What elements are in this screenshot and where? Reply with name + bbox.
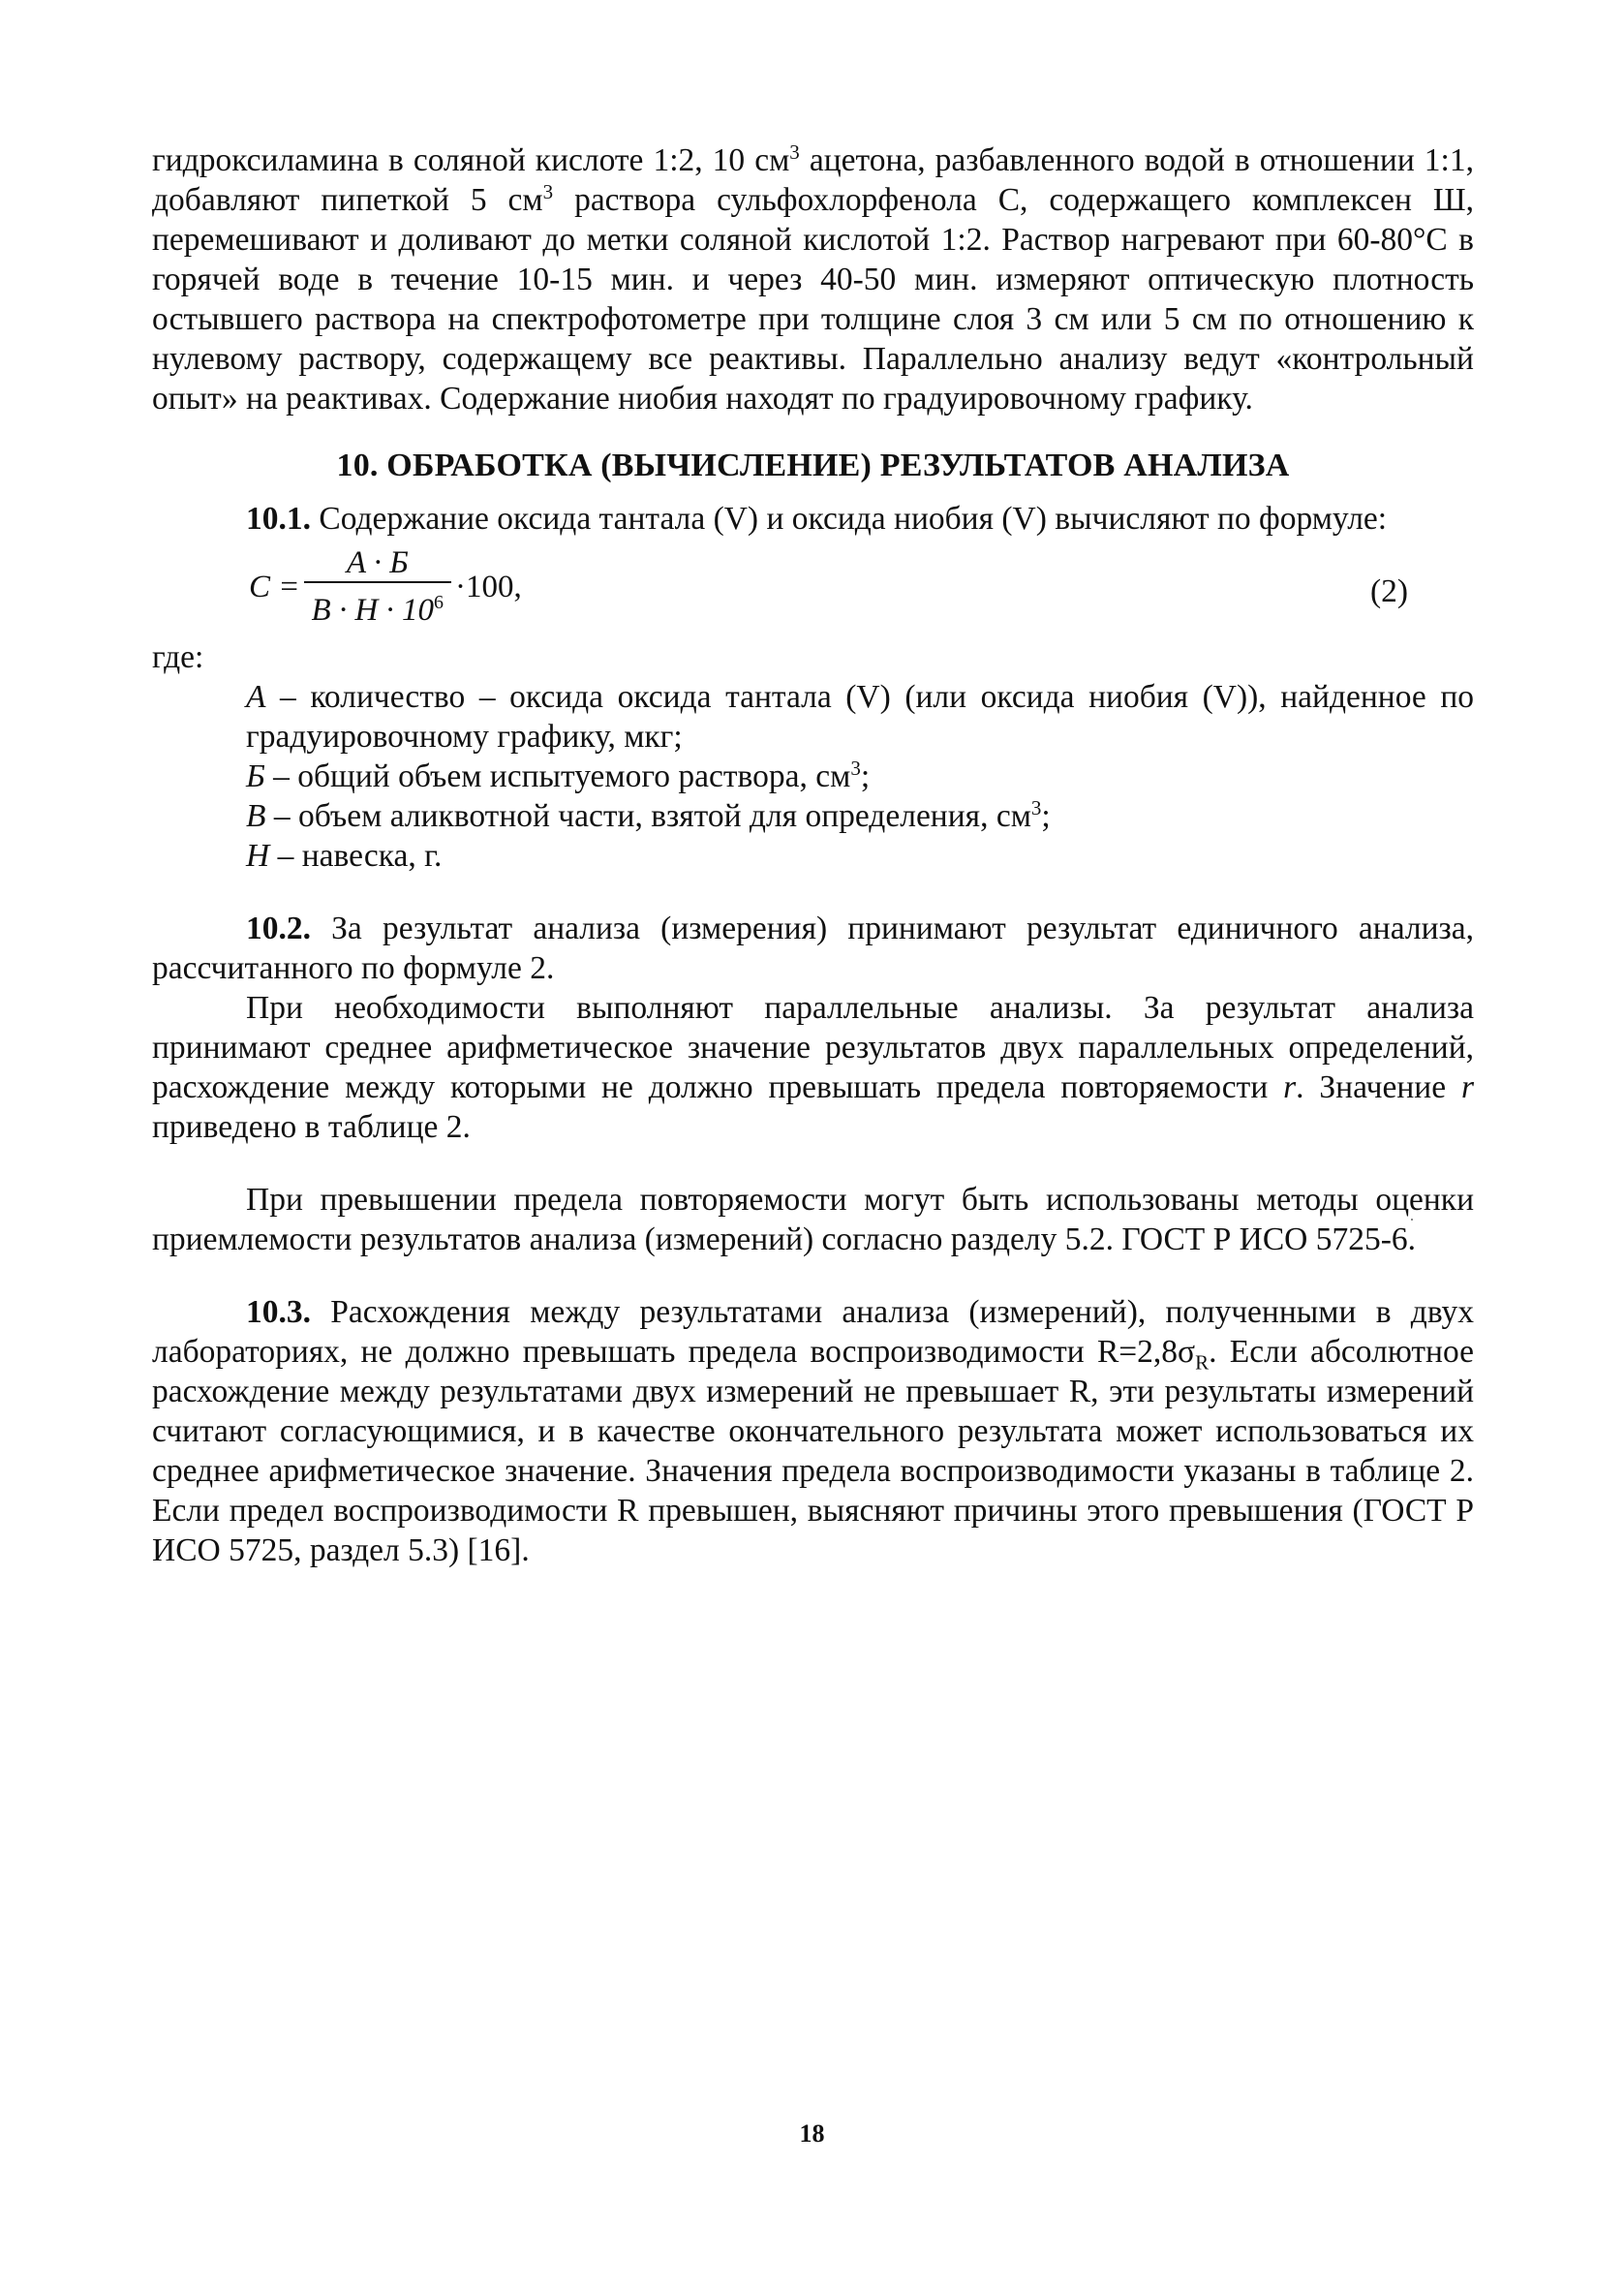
parallel-text-1: При необходимости выполняют параллельные анализы. За результат анализа принимают среднее арифметическое значение результатов двух параллельных определений, расхождение между которыми не должно превышать предела повторяемости (152, 990, 1474, 1105)
clause-10-2-text: За результат анализа (измерения) принимают результат единичного анализа, рассчитанного по формуле 2. (152, 911, 1474, 986)
formula-exponent: 6 (434, 592, 444, 613)
definition-v-end: ; (1041, 798, 1051, 834)
formula-label: (2) (1369, 573, 1408, 609)
clause-10-3-text-1: Расхождения между результатами анализа (измерений), полученными в двух лабораториях, не должно превышать предела воспроизводимости R=2,8σ (152, 1294, 1474, 1370)
clause-10-3-text-2: . Если абсолютное расхождение между результатами двух измерений не превышает R, эти результаты измерений считают согласующимися, и в качестве окончательного результата может использоваться их среднее арифметическое значение. Значения предела воспроизводимости указаны в таблице 2. Если предел воспроизводимости R превышен, выясняют причины этого превышения (ГОСТ Р ИСО 5725, раздел 5.3) [16]. (152, 1334, 1475, 1568)
parallel-text-2: . Значение (1296, 1069, 1461, 1105)
parallel-r-symbol-2: r (1460, 1069, 1474, 1105)
definition-v-sup: 3 (1030, 795, 1042, 819)
clause-10-1 (152, 499, 1474, 539)
definition-b-sup: 3 (850, 756, 861, 780)
formula-numerator: A · Б (346, 545, 409, 580)
parallel-r-symbol-1: r (1283, 1069, 1297, 1105)
parallel-analyses-paragraph (152, 988, 1474, 1147)
definition-a-symbol: A (246, 679, 266, 715)
formula-denominator (304, 581, 452, 630)
formula (249, 544, 522, 630)
formula-lhs: C = (249, 569, 300, 604)
intro-text-2: ацетона, разбавленного водой в отношении 1:1, добавляют пипеткой 5 см (152, 142, 1474, 218)
definition-v-text: – объем аликвотной части, взятой для определения, см (265, 798, 1031, 834)
page-content (152, 140, 1474, 1570)
definition-h-symbol: H (246, 838, 270, 874)
definition-b (152, 757, 1474, 796)
intro-text-3: раствора сульфохлорфенола С, содержащего комплексен Ш, перемешивают и доливают до метки соляной кислотой 1:2. Раствор нагревают при 60-80°С в горячей воде в течение 10-15 мин. и через 40-50 мин. измеряют оптическую плотность остывшего раствора на спектрофотометре при толщине слоя 3 см или 5 см по отношению к нулевому раствору, содержащему все реактивы. Параллельно анализу ведут «контрольный опыт» на реактивах. Содержание ниобия находят по градуировочному графику. (152, 182, 1474, 417)
clause-10-3-number: 10.3. (246, 1294, 311, 1330)
definition-a-text: – количество – оксида оксида тантала (V) (или оксида ниобия (V)), найденное по градуировочному графику, мкг; (246, 679, 1474, 755)
page-number: 18 (799, 2119, 825, 2148)
intro-text-1: гидроксиламина в соляной кислоте 1:2, 10 см (152, 142, 790, 178)
where-label: где: (152, 639, 204, 675)
exceed-paragraph: При превышении предела повторяемости могут быть использованы методы оценки приемлемости результатов анализа (измерений) согласно разделу 5.2. ГОСТ Р ИСО 5725-6. (152, 1182, 1474, 1257)
intro-sup-2: 3 (542, 179, 554, 203)
clause-10-3 (152, 1292, 1474, 1570)
definition-b-text: – общий объем испытуемого раствора, см (264, 758, 851, 794)
clause-10-1-number: 10.1. (246, 501, 311, 537)
formula-row (152, 544, 1474, 637)
clause-10-2 (152, 909, 1474, 988)
clause-10-3-subscript: R (1195, 1350, 1210, 1375)
definition-h-text: – навеска, г. (269, 838, 443, 874)
parallel-text-3: приведено в таблице 2. (152, 1109, 471, 1145)
formula-denominator-text: B · H · 10 (311, 593, 435, 628)
formula-tail: ·100, (455, 569, 522, 604)
definition-b-symbol: Б (246, 758, 265, 794)
definition-b-end: ; (860, 758, 871, 794)
formula-fraction (304, 544, 452, 630)
clause-10-2-number: 10.2. (246, 911, 311, 946)
intro-paragraph (152, 140, 1474, 418)
definition-a (152, 677, 1474, 757)
clause-10-1-text: Содержание оксида тантала (V) и оксида ниобия (V) вычисляют по формуле: (311, 501, 1388, 537)
intro-sup-1: 3 (789, 139, 800, 164)
scan-speck (1411, 1219, 1413, 1221)
section-heading: 10. ОБРАБОТКА (ВЫЧИСЛЕНИЕ) РЕЗУЛЬТАТОВ АНАЛИЗА (336, 448, 1290, 483)
definition-v (152, 796, 1474, 836)
definition-v-symbol: B (246, 798, 266, 834)
formula-expression (249, 544, 522, 630)
definition-h (152, 836, 1474, 876)
